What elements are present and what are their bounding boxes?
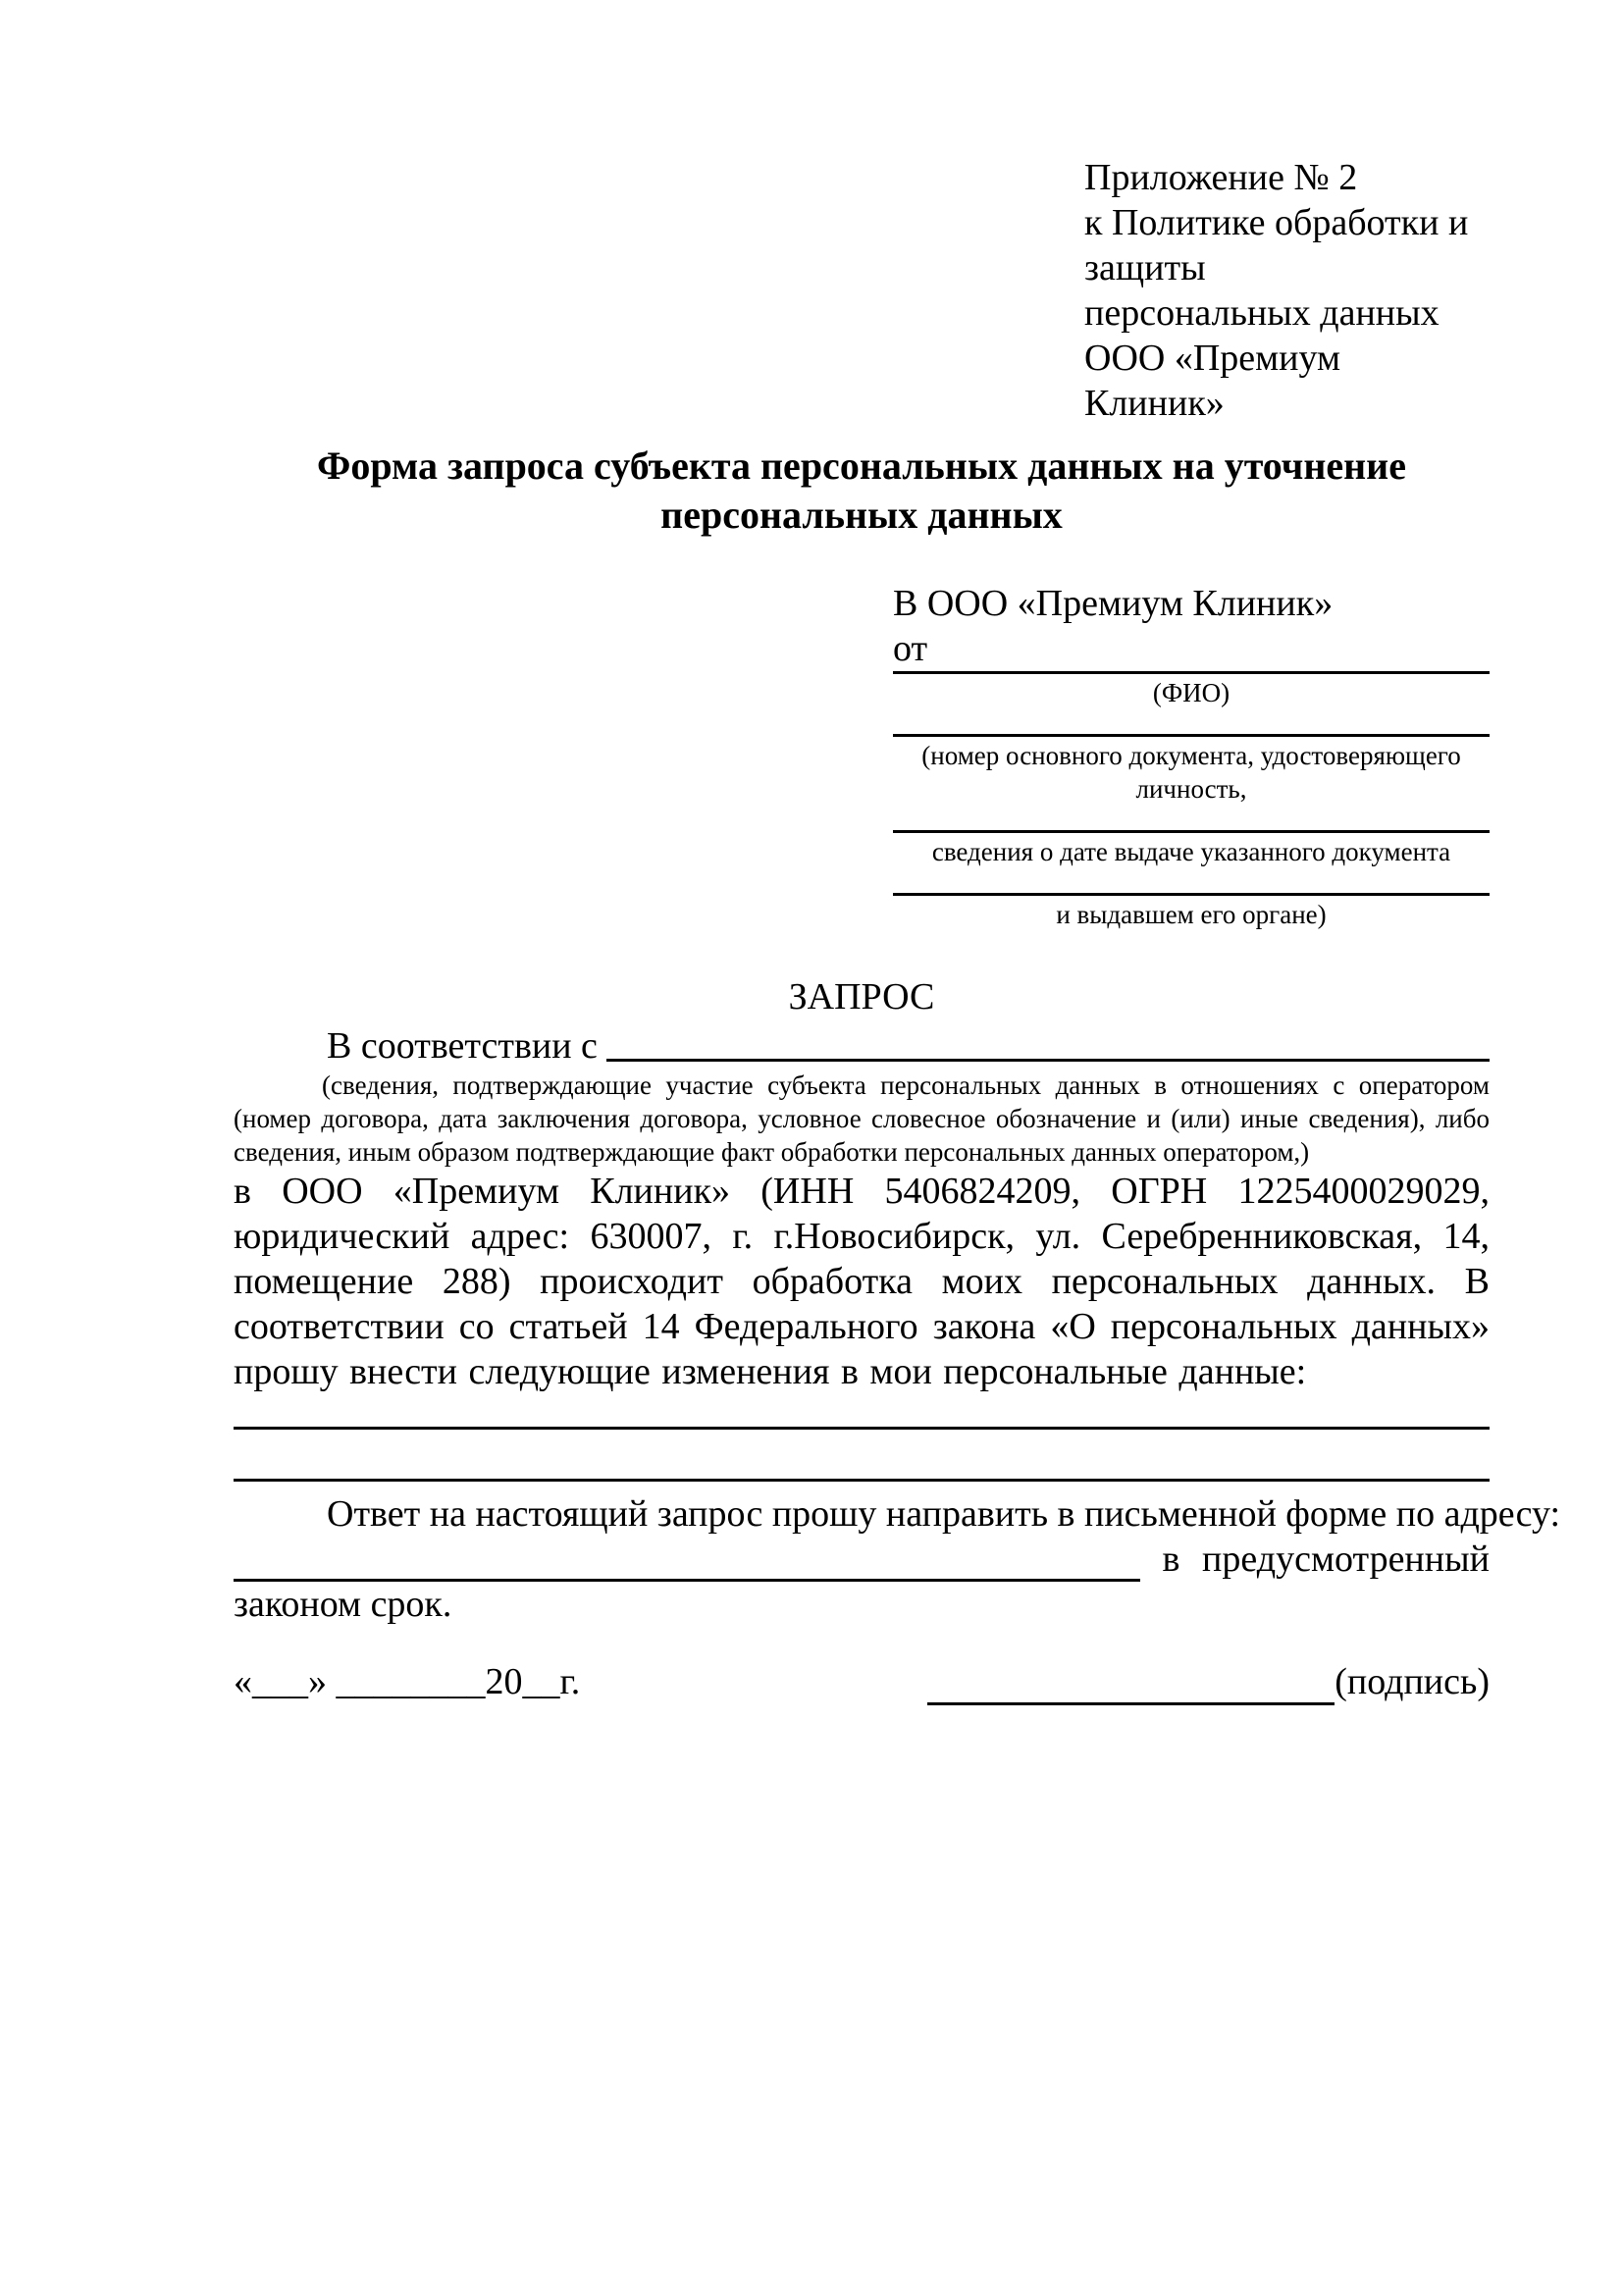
changes-blank-line-2	[234, 1430, 1490, 1482]
request-heading: ЗАПРОС	[788, 976, 935, 1018]
signature-group	[927, 1658, 1490, 1705]
fio-field-label: (ФИО)	[1152, 678, 1230, 707]
accordance-line	[234, 1023, 1490, 1069]
signature-label: (подпись)	[1335, 1661, 1490, 1702]
appendix-line: к Политике обработки и защиты	[1084, 202, 1469, 288]
page-title: Форма запроса субъекта персональных данных на уточнение персональных данных	[317, 444, 1406, 537]
reply-address-row	[234, 1537, 1490, 1582]
footnote-text: (сведения, подтверждающие участие субъекта персональных данных в отношениях с оператором (номер договора, дата заключения договора, условное словесное обозначение и (или) иные сведения), либо сведения, иным образом подтверждающие факт обработки персональных данных оператором,)	[234, 1070, 1490, 1167]
issuing-authority-blank-field	[893, 893, 1490, 931]
document-number-blank-field	[893, 734, 1490, 806]
date-blank-text: «___» ________20__г.	[234, 1661, 581, 1702]
appendix-line: персональных данных	[1084, 292, 1440, 334]
reply-word: в	[1162, 1539, 1180, 1580]
document-number-field-label: (номер основного документа, удостоверяющего личность,	[921, 741, 1461, 804]
appendix-line: Приложение № 2	[1084, 157, 1358, 198]
appendix-block	[1084, 155, 1490, 426]
addressee-to: В ООО «Премиум Клиник»	[893, 583, 1334, 624]
accordance-blank-line	[606, 1023, 1490, 1062]
issuing-authority-field-label: и выдавшем его органе)	[1056, 900, 1327, 929]
request-body-text: в ООО «Премиум Клиник» (ИНН 5406824209, ОГРН 1225400029029, юридический адрес: 630007, г. г.Новосибирск, ул. Серебренниковская, 14, помещение 288) происходит обработка моих персональных данных. В соответствии со статьей 14 Федерального закона «О персональных данных» прошу внести следующие изменения в мои персональные данные:	[234, 1171, 1490, 1392]
addressee-block	[893, 581, 1490, 931]
appendix-line: ООО «Премиум Клиник»	[1084, 338, 1341, 424]
issue-date-blank-field	[893, 830, 1490, 868]
date-signature-row	[234, 1658, 1490, 1705]
changes-blank-line-1	[234, 1394, 1490, 1430]
reply-word: предусмотренный	[1202, 1539, 1490, 1580]
issue-date-field-label: сведения о дате выдаче указанного документа	[931, 837, 1451, 866]
fio-blank-field	[893, 671, 1490, 709]
addressee-from-label: от	[893, 628, 928, 669]
accordance-prefix: В соответствии с	[327, 1025, 607, 1067]
signature-blank-line	[927, 1666, 1335, 1705]
address-blank-line	[234, 1542, 1140, 1582]
reply-closing-text: законом срок.	[234, 1584, 452, 1625]
reply-instruction-text: Ответ на настоящий запрос прошу направить в письменной форме по адресу:	[327, 1493, 1561, 1535]
